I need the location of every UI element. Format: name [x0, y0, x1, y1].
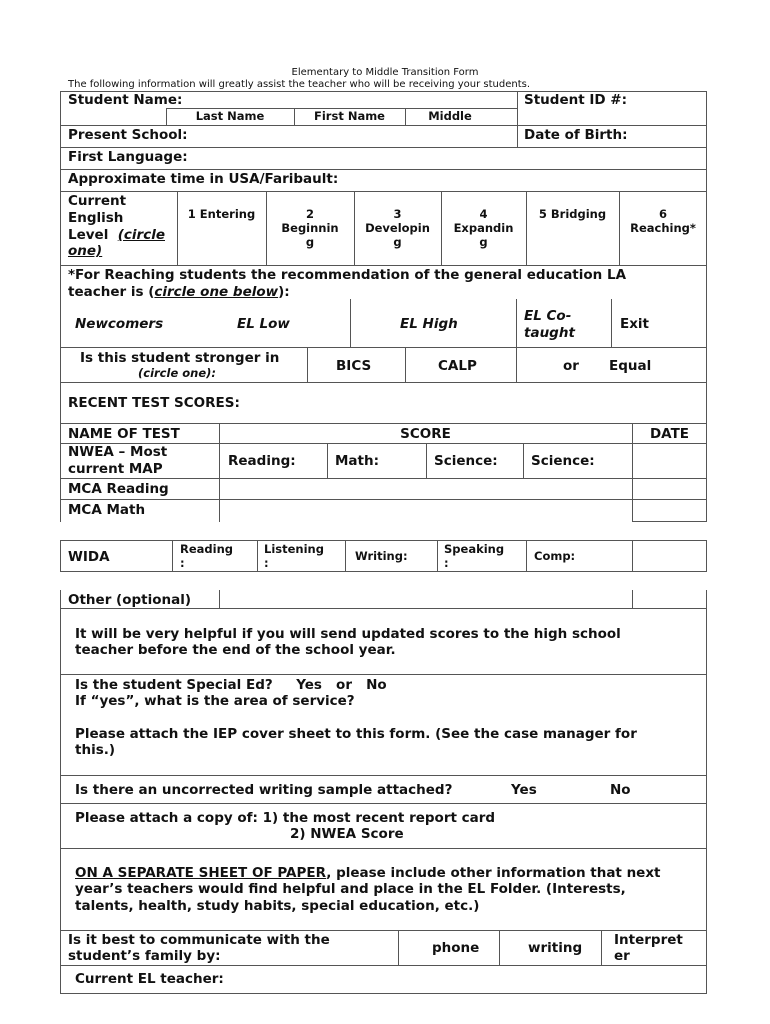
score-header: SCORE [400, 426, 451, 442]
communicate-question: Is it best to communicate with the [68, 932, 330, 948]
divider [526, 540, 527, 571]
date-of-birth-label: Date of Birth: [524, 127, 628, 143]
option-el-co-taught[interactable]: EL Co- [524, 308, 572, 324]
level-3-text: Developin [365, 221, 430, 235]
helpful-note-2: teacher before the end of the school year. [75, 642, 396, 658]
divider [523, 443, 524, 478]
special-ed-yes[interactable]: Yes [296, 677, 322, 693]
reaching-note-2 [68, 284, 290, 300]
divider [60, 169, 707, 170]
divider [60, 608, 707, 609]
nwea-science-field-2[interactable]: Science: [531, 453, 595, 469]
divider [60, 775, 707, 776]
divider [398, 930, 399, 965]
option-interpreter[interactable]: Interpret [614, 932, 683, 948]
divider [516, 299, 517, 347]
divider [172, 540, 173, 571]
wida-speaking-field[interactable]: Speaking [444, 542, 505, 556]
option-el-high[interactable]: EL High [400, 316, 458, 332]
last-name-label: Last Name [195, 109, 265, 123]
divider [60, 571, 707, 572]
divider [60, 674, 707, 675]
divider [60, 125, 707, 126]
first-name-label: First Name [314, 109, 385, 123]
level-3-developing[interactable]: 3 [393, 207, 402, 221]
divider [60, 191, 707, 192]
first-language-label: First Language: [68, 149, 188, 165]
level-6-reaching[interactable]: 6 [658, 207, 667, 221]
special-ed-question [75, 677, 387, 693]
option-bics[interactable]: BICS [336, 358, 372, 374]
divider [601, 930, 602, 965]
level-2-text-2: g [305, 235, 315, 249]
divider [60, 382, 707, 383]
writing-sample-no[interactable]: No [610, 782, 631, 798]
divider [177, 191, 178, 265]
wida-colon-3: : [444, 556, 449, 570]
other-optional-label: Other (optional) [68, 592, 192, 608]
area-of-service: If “yes”, what is the area of service? [75, 693, 355, 709]
divider [60, 147, 707, 148]
option-interpreter-2: er [614, 948, 630, 964]
level-4-text: Expandin [453, 221, 514, 235]
divider [632, 521, 707, 522]
english-level-label: Current [68, 193, 127, 209]
current-el-teacher-label: Current EL teacher: [75, 971, 224, 987]
divider [499, 930, 500, 965]
wida-reading-field[interactable]: Reading [180, 542, 234, 556]
level-5-bridging[interactable]: 5 Bridging [538, 207, 607, 221]
english-level-label-2: English [68, 210, 124, 226]
helpful-note: It will be very helpful if you will send updated scores to the high school [75, 626, 621, 642]
divider [60, 930, 707, 931]
divider [632, 590, 633, 608]
nwea-label-2: current MAP [68, 461, 163, 477]
nwea-science-field[interactable]: Science: [434, 453, 498, 469]
divider [60, 499, 707, 500]
separate-sheet-note-3: talents, health, study habits, special education, etc.) [75, 898, 480, 914]
recent-test-scores-heading: RECENT TEST SCORES: [68, 395, 240, 411]
divider [526, 191, 527, 265]
circle-instruction: (circle [117, 227, 165, 243]
wida-colon: : [180, 556, 185, 570]
mca-math-label: MCA Math [68, 502, 146, 518]
nwea-math-field[interactable]: Math: [335, 453, 380, 469]
iep-attach-note-2: this.) [75, 742, 116, 758]
special-ed-no[interactable]: No [366, 677, 387, 693]
option-el-co-taught-2: taught [524, 325, 575, 341]
special-ed-q: Is the student Special Ed? [75, 677, 273, 693]
divider [60, 540, 707, 541]
reaching-note-b: circle one below [154, 284, 279, 300]
separate-sheet-rest: , please include other information that next [326, 865, 661, 881]
divider [437, 540, 438, 571]
wida-label: WIDA [68, 549, 110, 565]
level-6-text: Reaching* [630, 221, 696, 235]
date-header: DATE [649, 426, 690, 442]
divider [60, 848, 707, 849]
student-name-label: Student Name: [68, 92, 183, 108]
writing-sample-yes[interactable]: Yes [511, 782, 537, 798]
english-level-label-3 [68, 227, 165, 243]
divider [60, 803, 707, 804]
divider [516, 347, 517, 382]
wida-writing-field[interactable]: Writing: [355, 549, 408, 563]
time-in-usa-label: Approximate time in USA/Faribault: [68, 171, 339, 187]
level-1-entering[interactable]: 1 Entering [187, 207, 256, 221]
divider [307, 347, 308, 382]
stronger-circle-note: (circle one): [138, 366, 216, 380]
divider [60, 347, 707, 348]
divider [60, 540, 61, 571]
divider [517, 125, 518, 147]
writing-sample-question: Is there an uncorrected writing sample attached? [75, 782, 453, 798]
separate-sheet-note-2: year’s teachers would find helpful and place in the EL Folder. (Interests, [75, 881, 626, 897]
level-2-beginning[interactable]: 2 [305, 207, 314, 221]
divider [426, 443, 427, 478]
iep-attach-note: Please attach the IEP cover sheet to this form. (See the case manager for [75, 726, 637, 742]
divider [60, 965, 707, 966]
mca-reading-label: MCA Reading [68, 481, 169, 497]
special-ed-or: or [336, 677, 352, 693]
form-subtitle: The following information will greatly assist the teacher who will be receiving your students. [68, 79, 531, 90]
circle-instruction-2: one) [68, 243, 103, 259]
divider [405, 347, 406, 382]
divider [219, 590, 220, 608]
separate-sheet-emphasis: ON A SEPARATE SHEET OF PAPER [75, 865, 327, 881]
divider [327, 443, 328, 478]
option-exit[interactable]: Exit [620, 316, 650, 332]
divider [60, 478, 707, 479]
form-title: Elementary to Middle Transition Form [291, 67, 479, 78]
wida-colon-2: : [264, 556, 269, 570]
divider [611, 299, 612, 347]
option-writing[interactable]: writing [528, 940, 583, 956]
divider [706, 540, 707, 571]
divider [350, 299, 351, 347]
name-of-test-header: NAME OF TEST [68, 426, 180, 442]
divider [60, 423, 707, 424]
level-word: Level [68, 227, 109, 243]
attach-copy-note: Please attach a copy of: 1) the most recent report card [75, 810, 496, 826]
option-calp[interactable]: CALP [438, 358, 477, 374]
nwea-label: NWEA – Most [68, 444, 168, 460]
attach-copy-note-2: 2) NWEA Score [290, 826, 404, 842]
reaching-note-a: teacher is ( [68, 284, 155, 300]
level-2-text: Beginnin [281, 221, 339, 235]
option-equal[interactable]: Equal [609, 358, 652, 374]
divider [517, 91, 518, 125]
wida-listening-field[interactable]: Listening [264, 542, 324, 556]
level-3-text-2: g [393, 235, 402, 249]
divider [345, 540, 346, 571]
reaching-note-c: ): [278, 284, 290, 300]
student-id-label: Student ID #: [524, 92, 628, 108]
level-4-text-2: g [479, 235, 488, 249]
nwea-reading-field[interactable]: Reading: [228, 453, 296, 469]
divider [60, 265, 707, 266]
separate-sheet-note [75, 865, 661, 881]
divider [257, 540, 258, 571]
level-4-expanding[interactable]: 4 [479, 207, 488, 221]
or-text: or [563, 358, 579, 374]
option-phone[interactable]: phone [432, 940, 480, 956]
divider [632, 540, 633, 571]
present-school-label: Present School: [68, 127, 188, 143]
option-el-low[interactable]: EL Low [237, 316, 290, 332]
stronger-in-label: Is this student stronger in [80, 350, 280, 366]
wida-comp-field[interactable]: Comp: [534, 549, 576, 563]
middle-name-label: Middle [428, 109, 472, 123]
reaching-note: *For Reaching students the recommendation of the general education LA [68, 267, 627, 283]
option-newcomers[interactable]: Newcomers [75, 316, 164, 332]
communicate-question-2: student’s family by: [68, 948, 221, 964]
